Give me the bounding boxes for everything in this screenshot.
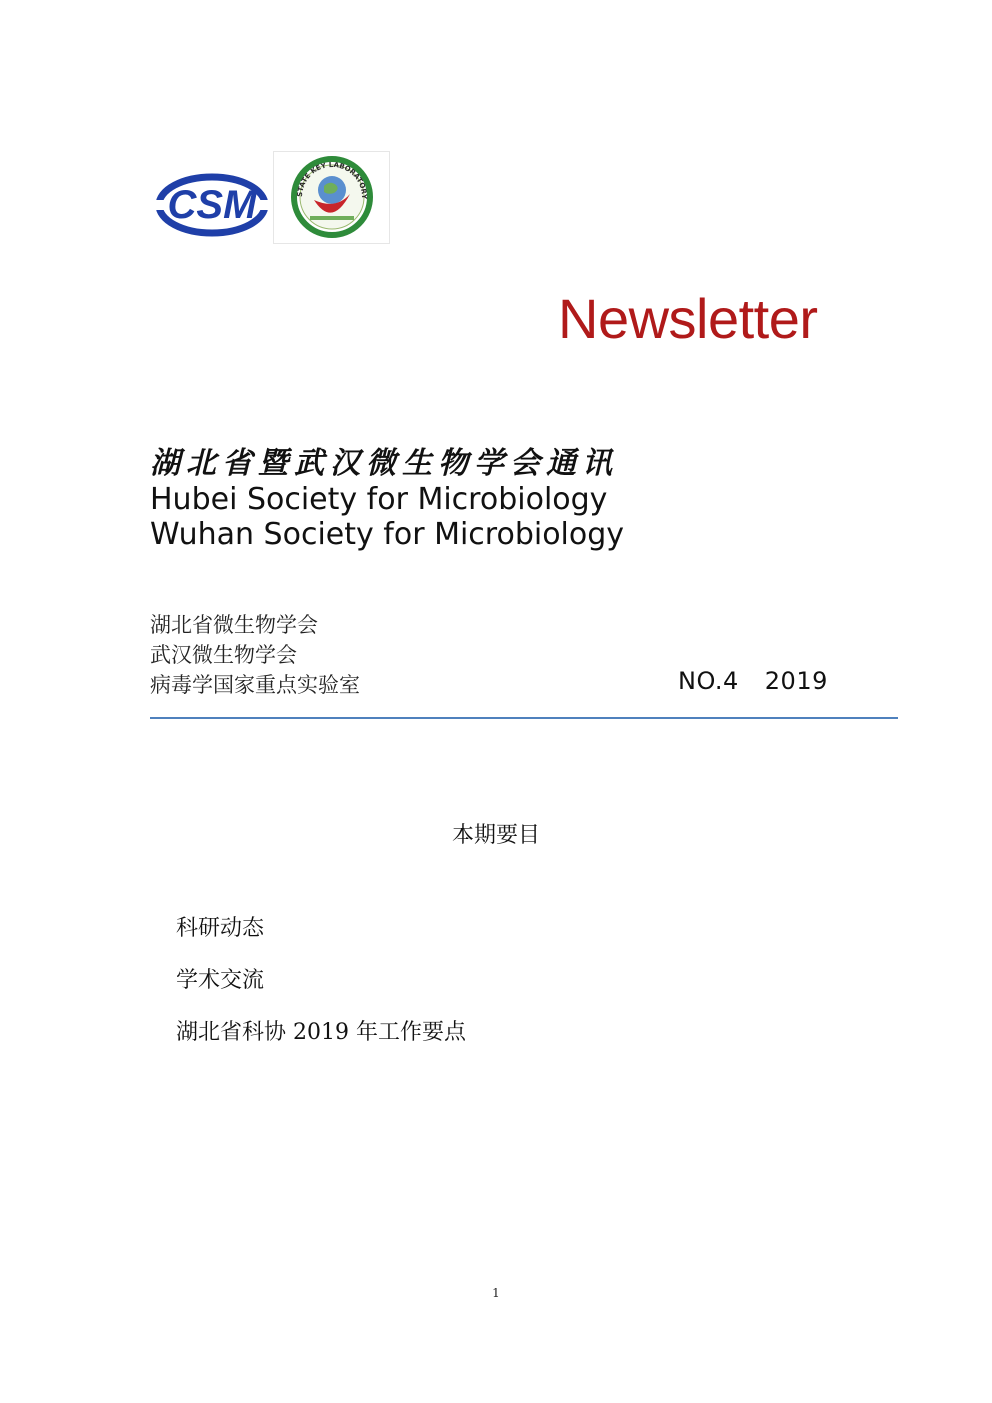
header-divider	[150, 717, 898, 719]
csm-logo	[155, 170, 270, 240]
virology-lab-logo	[273, 151, 390, 244]
lab-logo-ring-text: STATE KEY LABORATORY	[295, 160, 369, 200]
toc-heading: 本期要目	[451, 823, 540, 848]
issue-info	[678, 667, 828, 695]
newsletter-heading: Newsletter	[558, 287, 818, 350]
toc-item-work-points: 湖北省科协 2019 年工作要点	[176, 1020, 466, 1045]
page-number: 1	[492, 1286, 500, 1300]
english-title-wuhan: Wuhan Society for Microbiology	[150, 517, 625, 552]
csm-logo-text: CSM	[167, 183, 257, 227]
issue-number: NO.4	[678, 667, 739, 695]
org-wuhan-society: 武汉微生物学会	[150, 643, 297, 667]
chinese-title: 湖北省暨武汉微生物学会通讯	[150, 446, 618, 481]
toc-item-research-news: 科研动态	[176, 916, 265, 941]
org-hubei-society: 湖北省微生物学会	[150, 613, 318, 637]
english-title-hubei: Hubei Society for Microbiology	[150, 482, 608, 517]
toc-item-academic-exchange: 学术交流	[176, 968, 265, 993]
issue-year: 2019	[764, 667, 828, 695]
org-virology-lab: 病毒学国家重点实验室	[150, 673, 360, 697]
